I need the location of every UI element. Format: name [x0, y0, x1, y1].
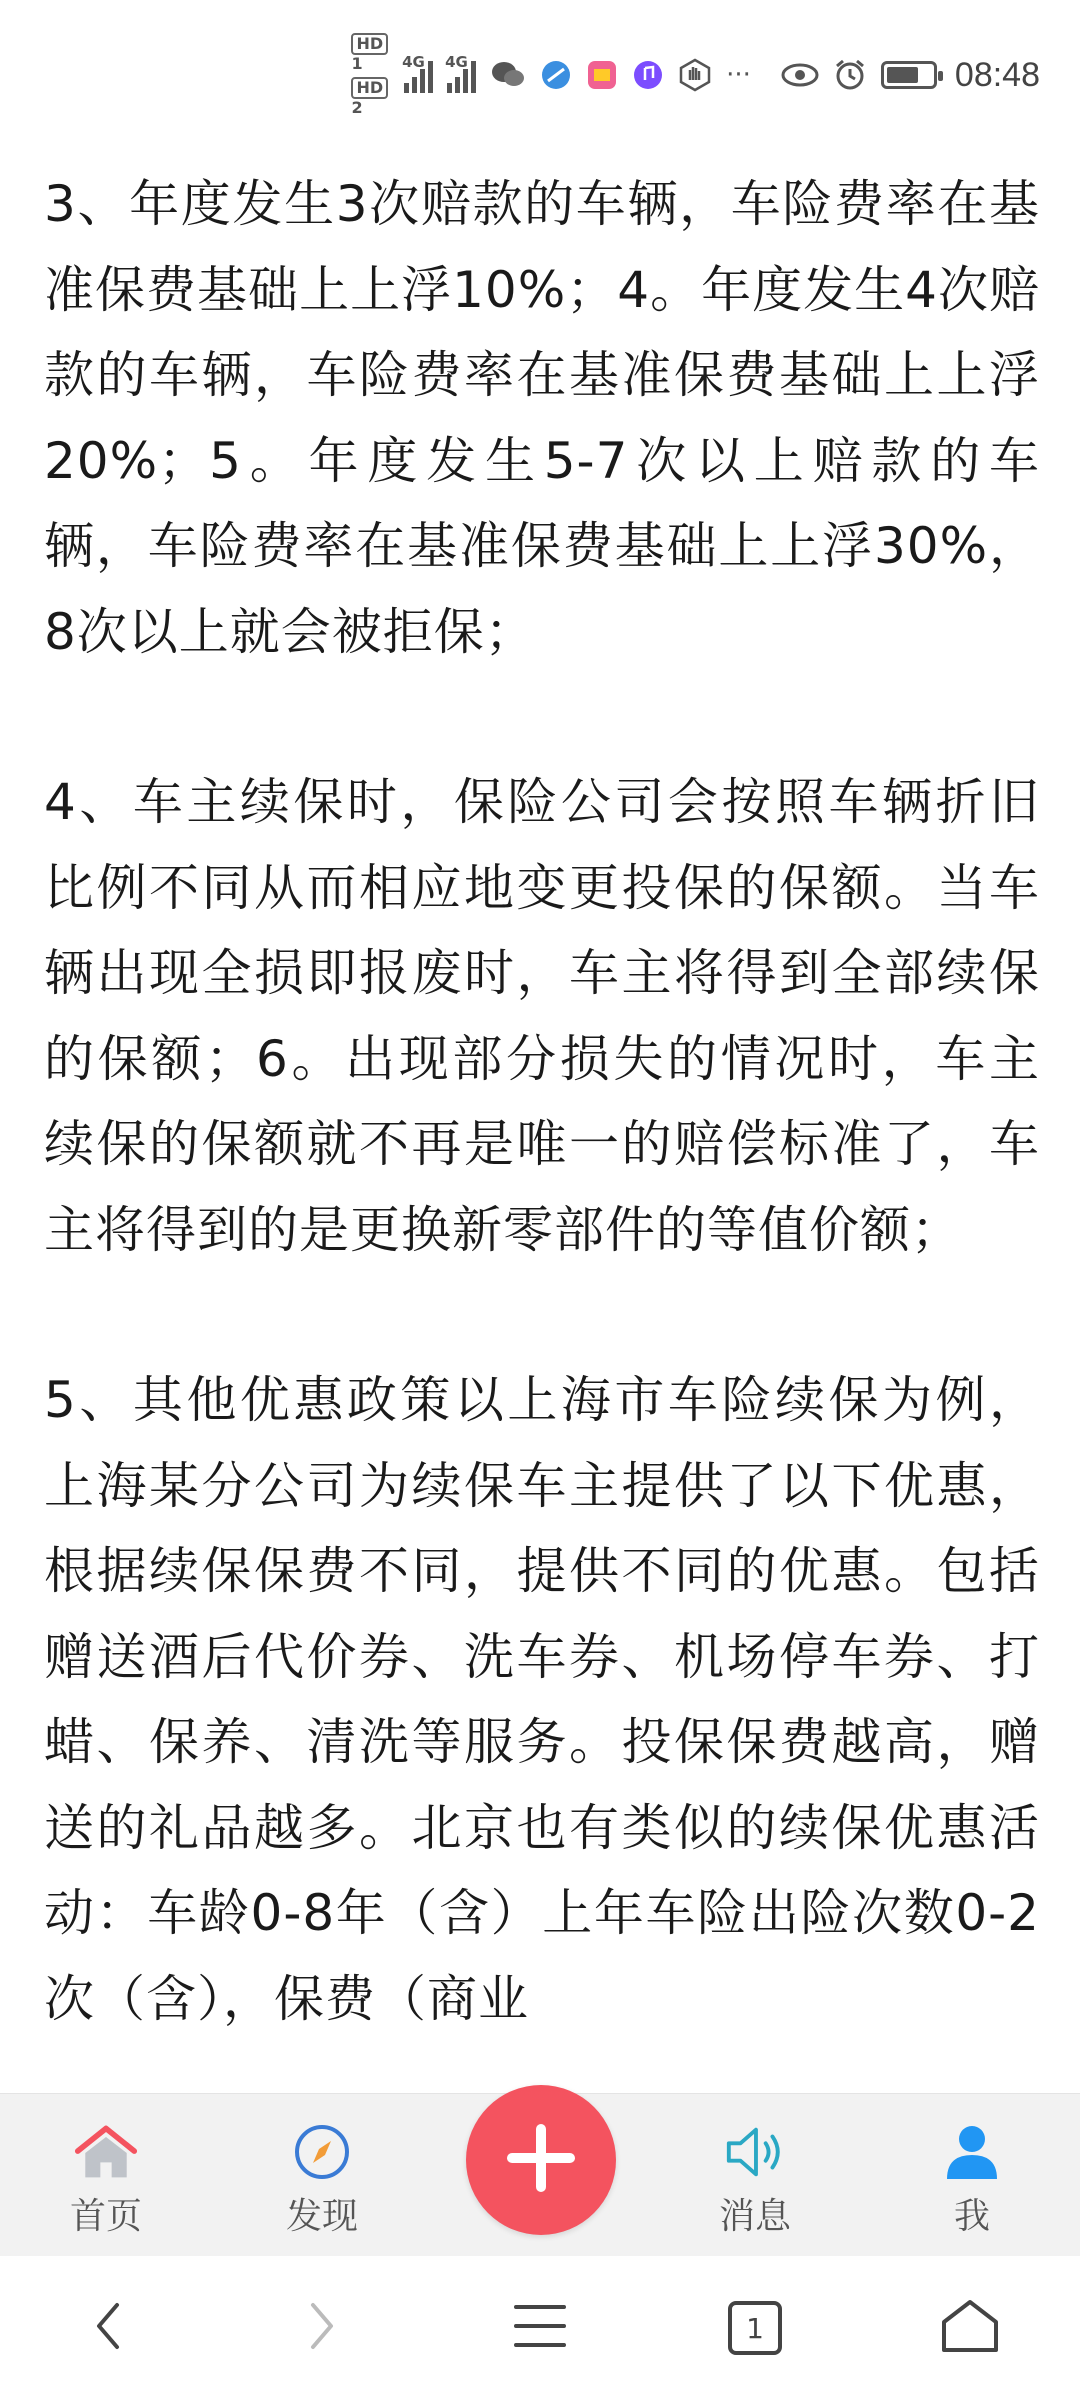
- forward-icon: [307, 2301, 337, 2355]
- menu-button[interactable]: [500, 2296, 580, 2360]
- create-post-button[interactable]: [466, 2085, 616, 2235]
- more-icon: ···: [726, 60, 751, 90]
- menu-icon: [514, 2303, 566, 2353]
- wechat-icon: [490, 59, 526, 91]
- hand-icon: [678, 58, 712, 92]
- tab-discover-label: 发现: [285, 2196, 358, 2237]
- person-icon: [940, 2122, 1004, 2182]
- tabs-button[interactable]: [715, 2296, 795, 2360]
- tab-home[interactable]: [36, 2122, 176, 2239]
- tab-discover[interactable]: [252, 2122, 392, 2239]
- tab-count: 1: [746, 2311, 764, 2345]
- back-icon: [93, 2301, 123, 2355]
- article-body: [44, 162, 1040, 2092]
- alarm-icon: [833, 58, 867, 92]
- clock: 08:48: [954, 55, 1040, 94]
- music-icon: [632, 59, 664, 91]
- paragraph-3: 5、其他优惠政策以上海市车险续保为例，上海某分公司为续保车主提供了以下优惠，根据续保保费不同，提供不同的优惠。包括赠送酒后代价券、洗车券、机场停车券、打蜡、保养、清洗等服务。投保保费越高，赠送的礼品越多。北京也有类似的续保优惠活动：车龄0-8年（含）上年车险出险次数0-2次（含），保费（商业: [44, 1371, 1040, 2028]
- forward-button[interactable]: [282, 2296, 362, 2360]
- battery-icon: [881, 61, 937, 89]
- tab-me-label: 我: [953, 2196, 990, 2237]
- signal-sim2-icon: 4G: [447, 57, 476, 93]
- paragraph-2: 4、车主续保时，保险公司会按照车辆折旧比例不同从而相应地变更投保的保额。当车辆出现全损即报废时，车主将得到全部续保的保额；6。出现部分损失的情况时，车主续保的保额就不再是唯一的赔偿标准了，车主将得到的是更换新零部件的等值价额；: [44, 773, 1040, 1259]
- plus-icon: [506, 2123, 576, 2197]
- back-button[interactable]: [68, 2296, 148, 2360]
- status-bar: [0, 0, 1080, 150]
- browser-icon: [540, 59, 572, 91]
- tab-messages-label: 消息: [718, 2196, 791, 2237]
- browser-nav-bar: [0, 2256, 1080, 2400]
- compass-icon: [290, 2122, 354, 2182]
- home-outline-button[interactable]: [930, 2296, 1010, 2360]
- speaker-icon: [723, 2122, 787, 2182]
- home-icon: [74, 2122, 138, 2182]
- paragraph-1: 3、年度发生3次赔款的车辆，车险费率在基准保费基础上上浮10%；4。年度发生4次赔款的车辆，车险费率在基准保费基础上上浮20%；5。年度发生5-7次以上赔款的车辆，车险费率在基准保费基础上上浮30%，8次以上就会被拒保；: [44, 175, 1040, 661]
- tab-home-label: 首页: [69, 2196, 142, 2237]
- tab-messages[interactable]: [685, 2122, 825, 2239]
- app-icon: [586, 59, 618, 91]
- hd-indicator: HD 1 HD 2: [351, 33, 390, 117]
- eye-icon: [781, 62, 819, 88]
- signal-sim1-icon: 4G: [404, 57, 433, 93]
- tab-me[interactable]: [902, 2122, 1042, 2239]
- tabs-icon: [728, 2301, 782, 2355]
- home-outline-icon: [940, 2298, 1000, 2358]
- hd2-label: HD: [351, 77, 388, 99]
- hd1-label: HD: [351, 33, 388, 55]
